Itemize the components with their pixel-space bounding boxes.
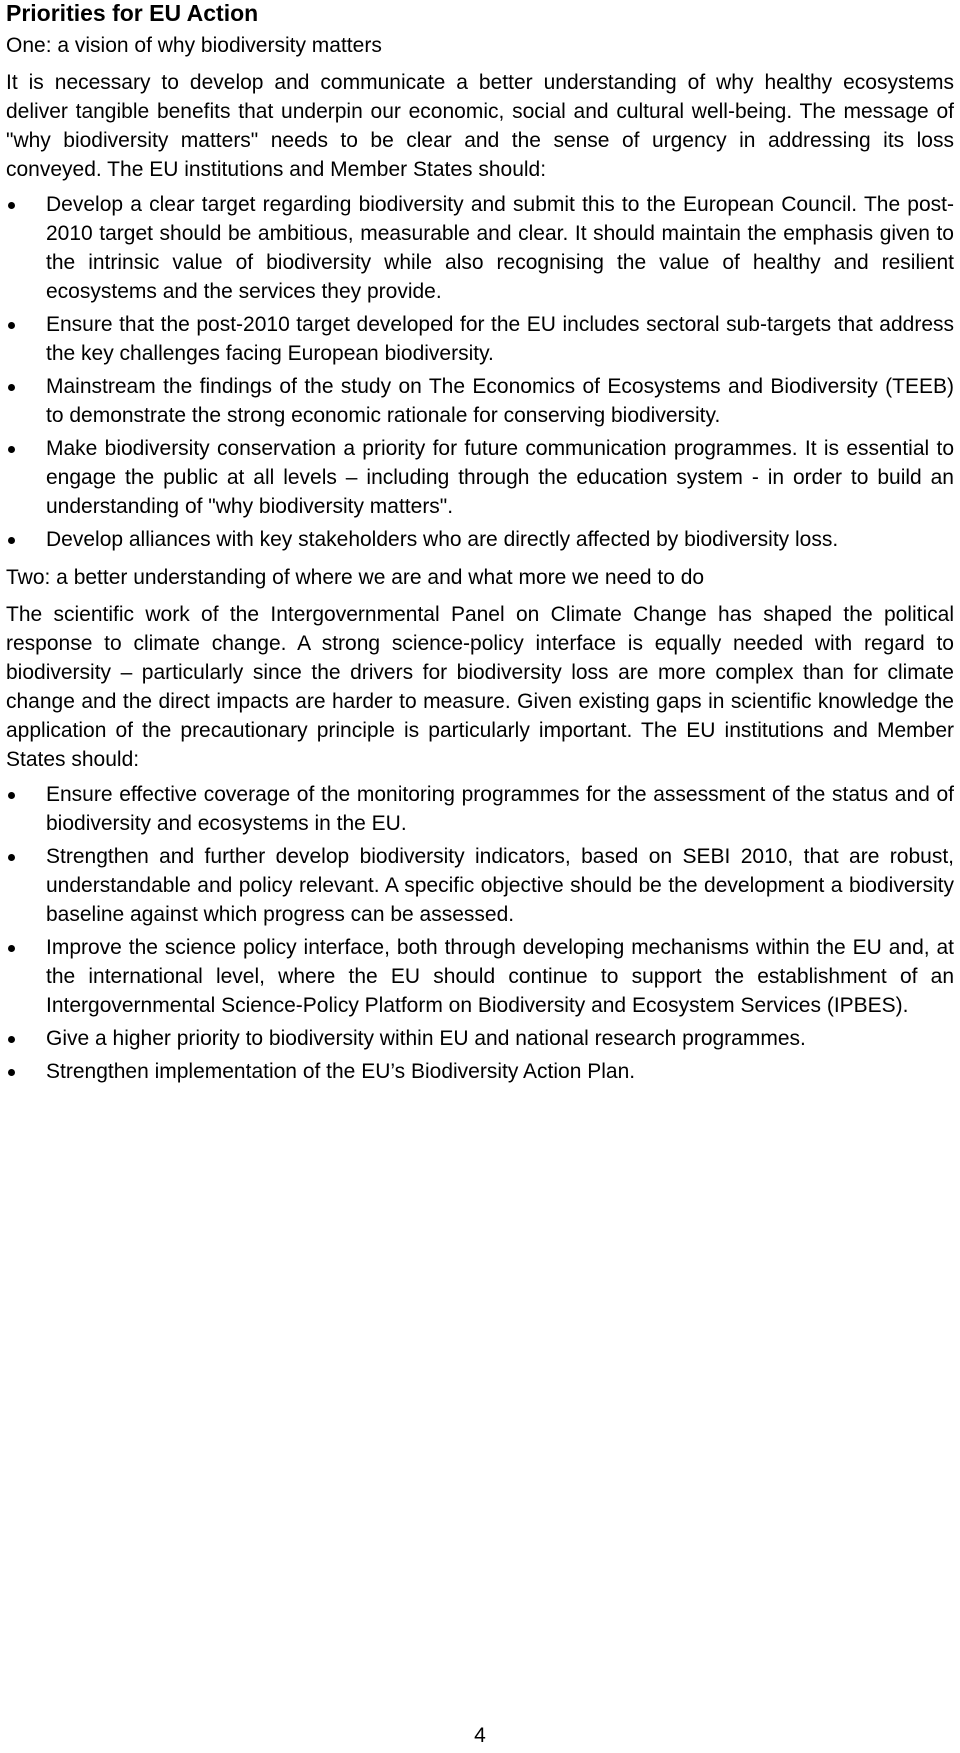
list-item-text: Develop alliances with key stakeholders who are directly affected by biodiversity loss. — [46, 528, 839, 551]
bullet-icon — [8, 1036, 15, 1043]
bullet-icon — [8, 537, 15, 544]
bullet-icon — [8, 202, 15, 209]
list-item-text: Improve the science policy interface, both through developing mechanisms within the EU and, at the international level, where the EU should continue to support the establishment of an Intergovernmental Science-Policy Platform on Biodiversity and Ecosystem Services (IPBES). — [46, 936, 954, 1017]
section-one-heading: One: a vision of why biodiversity matters — [6, 34, 382, 57]
list-item-text: Make biodiversity conservation a priority for future communication programmes. It is essential to engage the public at all levels – including through the education system - in order to build an understanding of "why biodiversity matters". — [46, 437, 954, 518]
list-item-text: Develop a clear target regarding biodiversity and submit this to the European Council. The post-2010 target should be ambitious, measurable and clear. It should maintain the emphasis given to the intrinsic value of biodiversity while also recognising the value of healthy and resilient ecosystems and the services they provide. — [46, 193, 954, 303]
list-item-text: Give a higher priority to biodiversity within EU and national research programmes. — [46, 1027, 806, 1050]
list-item-text: Strengthen and further develop biodiversity indicators, based on SEBI 2010, that are robust, understandable and policy relevant. A specific objective should be the development a biodiversity baseline against which progress can be assessed. — [46, 845, 954, 926]
document-page — [6, 0, 954, 1096]
list-item — [6, 525, 954, 554]
bullet-icon — [8, 1069, 15, 1076]
list-item — [6, 1057, 954, 1086]
list-item-text: Ensure effective coverage of the monitoring programmes for the assessment of the status and of biodiversity and ecosystems in the EU. — [46, 783, 954, 835]
bullet-icon — [8, 854, 15, 861]
page-number: 4 — [474, 1724, 486, 1747]
bullet-icon — [8, 384, 15, 391]
list-item — [6, 842, 954, 929]
bullet-icon — [8, 792, 15, 799]
list-item — [6, 933, 954, 1020]
list-item-text: Mainstream the findings of the study on The Economics of Ecosystems and Biodiversity (TEEB) to demonstrate the strong economic rationale for conserving biodiversity. — [46, 375, 954, 427]
document-title: Priorities for EU Action — [6, 0, 259, 26]
bullet-icon — [8, 322, 15, 329]
section-one — [6, 32, 954, 554]
list-item-text: Strengthen implementation of the EU’s Biodiversity Action Plan. — [46, 1060, 636, 1083]
section-two-heading: Two: a better understanding of where we are and what more we need to do — [6, 566, 705, 589]
section-two-bullet-list — [6, 780, 954, 1086]
section-one-intro: It is necessary to develop and communicate a better understanding of why healthy ecosystems deliver tangible benefits that underpin our economic, social and cultural well-being. The message of "why biodiversity matters" needs to be clear and the sense of urgency in addressing its loss conveyed. The EU institutions and Member States should: — [6, 71, 954, 181]
section-one-bullet-list — [6, 190, 954, 554]
list-item — [6, 434, 954, 521]
section-two-intro: The scientific work of the Intergovernmental Panel on Climate Change has shaped the political response to climate change. A strong science-policy interface is equally needed with regard to biodiversity – particularly since the drivers for biodiversity loss are more complex than for climate change and the direct impacts are harder to measure. Given existing gaps in scientific knowledge the application of the precautionary principle is particularly important. The EU institutions and Member States should: — [6, 603, 954, 771]
bullet-icon — [8, 945, 15, 952]
list-item — [6, 1024, 954, 1053]
list-item — [6, 190, 954, 306]
list-item — [6, 372, 954, 430]
list-item-text: Ensure that the post-2010 target developed for the EU includes sectoral sub-targets that address the key challenges facing European biodiversity. — [46, 313, 954, 365]
section-two — [6, 564, 954, 1086]
list-item — [6, 310, 954, 368]
list-item — [6, 780, 954, 838]
bullet-icon — [8, 446, 15, 453]
